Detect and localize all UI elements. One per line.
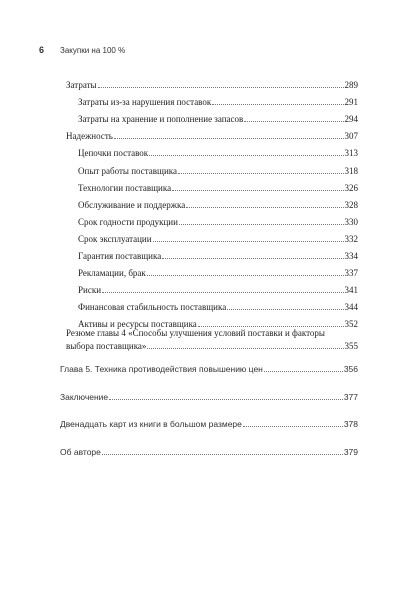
toc-entry-page: 330 [344, 217, 358, 227]
toc-entry-page: 377 [343, 392, 358, 402]
toc-entry-page: 332 [344, 234, 358, 244]
toc-leader-dots [147, 275, 344, 276]
toc-entry-opyt[interactable] [78, 166, 358, 176]
toc-entry-zatraty-narusheniya[interactable] [78, 97, 358, 107]
toc-entry-page: 337 [344, 268, 358, 278]
toc-entry-title: Затраты из-за нарушения поставок [78, 97, 212, 107]
toc-entry-cepochki[interactable] [78, 148, 358, 158]
toc-leader-dots [212, 104, 343, 105]
toc-entry-tehnologii[interactable] [78, 183, 358, 193]
toc-entry-title: Цепочки поставок [78, 148, 149, 158]
toc-entry-title: Срок годности продукции [78, 217, 178, 227]
toc-entry-title: Обслуживание и поддержка [78, 200, 186, 210]
toc-entry-rezyume[interactable] [66, 341, 358, 351]
toc-leader-dots [102, 454, 343, 455]
toc-entry-title: Глава 5. Техника противодействия повышению цен [60, 364, 263, 374]
toc-leader-dots [162, 258, 343, 259]
toc-entry-title: Опыт работы поставщика [78, 166, 178, 176]
running-header [39, 43, 125, 57]
toc-leader-dots [179, 224, 344, 225]
toc-entry-page: 313 [344, 148, 358, 158]
toc-entry-title: Затраты на хранение и пополнение запасов [78, 114, 244, 124]
toc-leader-dots [102, 292, 343, 293]
toc-entry-title: выбора поставщика» [66, 341, 147, 351]
toc-leader-dots [153, 241, 344, 242]
toc-entry-glava5[interactable] [60, 364, 358, 374]
toc-entry-title: Рекламации, брак [78, 268, 146, 278]
toc-entry-title: Активы и ресурсы поставщика [78, 319, 197, 329]
toc-entry-page: 341 [344, 285, 358, 295]
toc-entry-page: 352 [344, 319, 358, 329]
toc-entry-zaklyuchenie[interactable] [60, 392, 358, 402]
toc-leader-dots [147, 348, 343, 349]
toc-entry-page: 378 [343, 419, 358, 429]
toc-entry-page: 379 [343, 447, 358, 457]
toc-leader-dots [243, 426, 343, 427]
toc-entry-page: 318 [344, 166, 358, 176]
toc-entry-title: Срок эксплуатации [78, 234, 152, 244]
toc-entry-page: 294 [344, 114, 358, 124]
toc-entry-srok-ekspluatacii[interactable] [78, 234, 358, 244]
toc-leader-dots [186, 207, 343, 208]
toc-entry-title: Технологии поставщика [78, 183, 172, 193]
toc-entry-title: Двенадцать карт из книги в большом размере [60, 419, 242, 429]
toc-leader-dots [149, 155, 343, 156]
toc-entry-title: Гарантия поставщика [78, 251, 162, 261]
toc-entry-ob-avtore[interactable] [60, 447, 358, 457]
toc-leader-dots [227, 309, 343, 310]
toc-entry-page: 289 [344, 80, 358, 90]
toc-entry-nadezhnost[interactable] [66, 131, 358, 141]
toc-entry-garantiya[interactable] [78, 251, 358, 261]
toc-leader-dots [98, 87, 344, 88]
toc-entry-title: Финансовая стабильность поставщика [78, 302, 227, 312]
toc-entry-page: 356 [343, 364, 358, 374]
toc-entry-dvenadcat[interactable] [60, 419, 358, 429]
toc-entry-title: Риски [78, 285, 102, 295]
toc-entry-riski[interactable] [78, 285, 358, 295]
toc-entry-title: Об авторе [60, 447, 101, 457]
toc-entry-reklamacii[interactable] [78, 268, 358, 278]
running-title: Закупки на 100 % [60, 45, 126, 55]
toc-entry-page: 334 [344, 251, 358, 261]
toc-leader-dots [264, 371, 343, 372]
toc-entry-srok-godnosti[interactable] [78, 217, 358, 227]
toc-entry-page: 328 [344, 200, 358, 210]
toc-entry-rezyume-line1[interactable]: Резюме главы 4 «Способы улучшения условий поставки и факторы [66, 328, 325, 338]
toc-leader-dots [114, 138, 344, 139]
toc-entry-page: 326 [344, 183, 358, 193]
toc-entry-page: 355 [344, 341, 358, 351]
toc-leader-dots [178, 173, 343, 174]
toc-entry-title: Заключение [60, 392, 109, 402]
toc-entry-zatraty[interactable] [66, 80, 358, 90]
toc-entry-title: Надежность [66, 131, 113, 141]
toc-leader-dots [172, 190, 343, 191]
toc-entry-finansovaya[interactable] [78, 302, 358, 312]
toc-entry-page: 344 [344, 302, 358, 312]
toc-entry-zatraty-hranenie[interactable] [78, 114, 358, 124]
toc-entry-page: 291 [344, 97, 358, 107]
toc-leader-dots [109, 399, 343, 400]
toc-entry-obsluzhivanie[interactable] [78, 200, 358, 210]
toc-leader-dots [244, 121, 343, 122]
toc-entry-page: 307 [344, 131, 358, 141]
page-number: 6 [39, 45, 45, 55]
toc-entry-title: Затраты [66, 80, 97, 90]
